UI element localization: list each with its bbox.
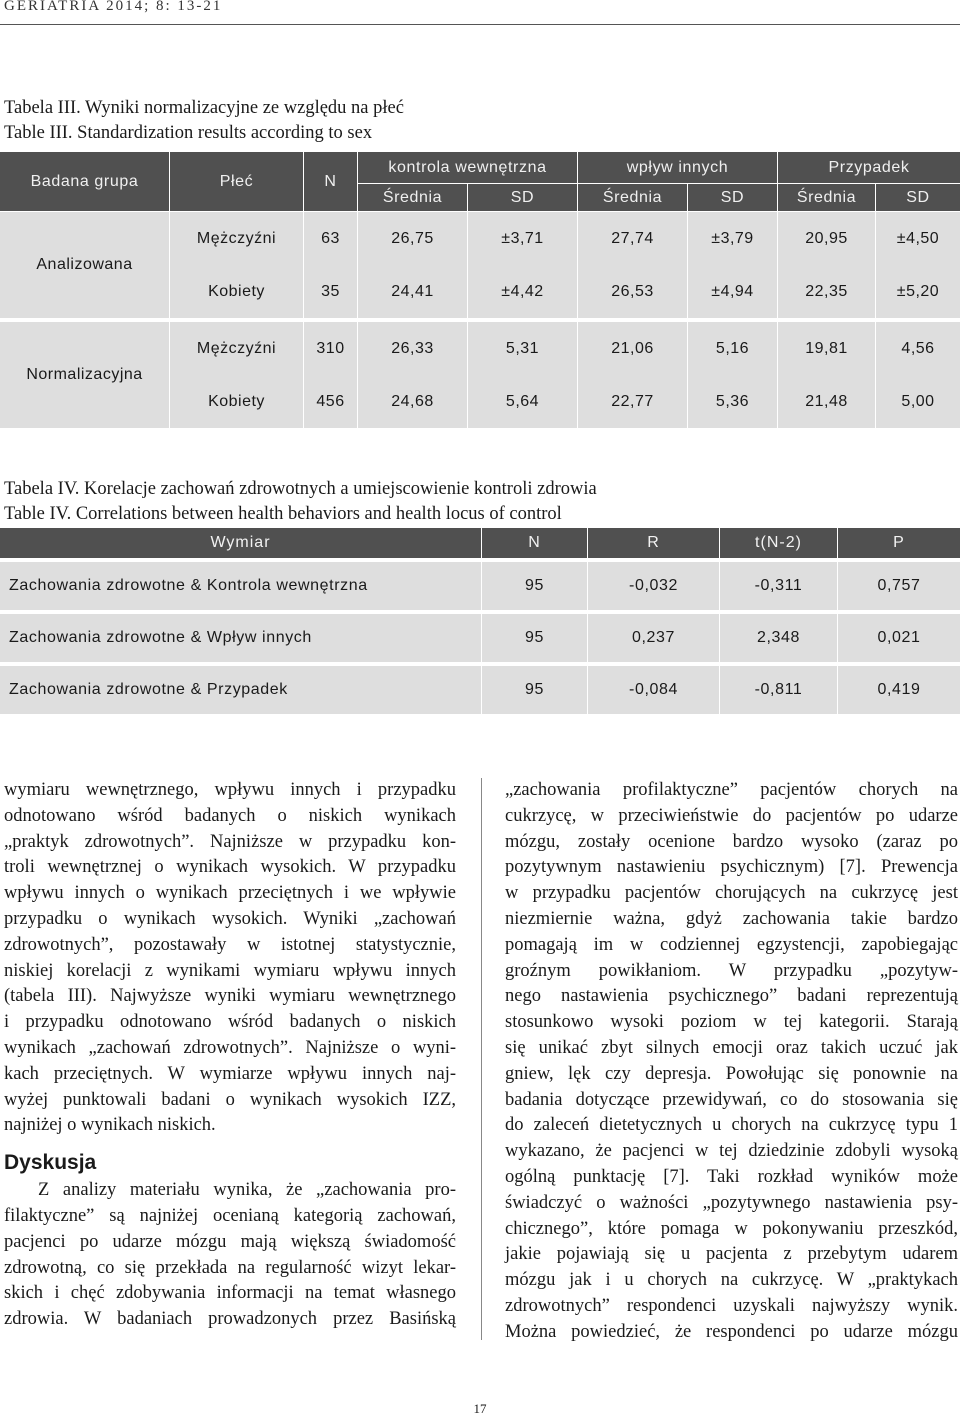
table3-cell: 5,64 <box>468 375 578 428</box>
table3-subheader: Średnia <box>358 184 468 212</box>
text-line: wyżej punktowali badani o wynikach wysokich IZZ, <box>4 1089 456 1110</box>
table-row <box>0 322 960 375</box>
text-line: wymiaru wewnętrznego, wpływu innych i przypadku <box>4 780 456 800</box>
table4-caption-pl: Tabela IV. Korelacje zachowań zdrowotnych a umiejscowienie kontroli zdrowia <box>4 479 597 499</box>
page-number: 17 <box>473 1401 487 1416</box>
text-line: kach przeciętnych. W wymiarze wpływu innych naj- <box>4 1063 456 1084</box>
right-column <box>505 778 958 1346</box>
text-line: w przypadku pacjentów chorujących na cukrzycę jest <box>505 883 958 904</box>
table3-cell: 4,56 <box>876 322 960 375</box>
table3-header-scale-1: kontrola wewnętrzna <box>358 152 578 184</box>
text-line: skich i chęć zdobywania informacji na temat własnego <box>4 1283 456 1304</box>
text-line: troli wewnętrznej o wynikach wysokich. W przypadku <box>4 857 456 878</box>
table3-cell: 27,74 <box>578 212 688 265</box>
table3-cell: 19,81 <box>778 322 876 375</box>
table3-cell-sex: Kobiety <box>170 375 304 428</box>
text-line: wynikach „zachowań zdrowotnych”. Najniższe o wyni- <box>4 1037 456 1058</box>
table3-header-scale-2: wpływ innych <box>578 152 778 184</box>
text-line: przypadku o wynikach wysokich. Wyniki „zachowań <box>4 908 456 929</box>
table3-subheader: SD <box>688 184 778 212</box>
text-line: i przypadku odnotowano wśród badanych o niskich <box>4 1012 456 1033</box>
table4-header-n: N <box>482 528 588 558</box>
table3 <box>0 152 960 428</box>
table3-cell-n: 456 <box>304 375 358 428</box>
text-line: gniew, lęk czy depresja. Powołując się ponownie na <box>505 1063 958 1084</box>
table3-subheader: Średnia <box>778 184 876 212</box>
table4-cell-dimension: Zachowania zdrowotne & Wpływ innych <box>0 614 482 662</box>
text-line: wykazano, że pacjenci w tej dziedzinie zdobyli wysoką <box>505 1141 958 1162</box>
table4-header-p: P <box>838 528 960 558</box>
table3-cell: 24,68 <box>358 375 468 428</box>
table3-cell: 5,31 <box>468 322 578 375</box>
table3-cell: 5,00 <box>876 375 960 428</box>
text-line: jakie pojawiają się u pacjenta z przebytym udarem <box>505 1244 958 1265</box>
text-line: najniżej o wynikach niskich. <box>4 1115 216 1136</box>
table3-caption-pl: Tabela III. Wyniki normalizacyjne ze względu na płeć <box>4 98 404 118</box>
table3-cell: 5,36 <box>688 375 778 428</box>
table3-subheader: Średnia <box>578 184 688 212</box>
table3-cell: 24,41 <box>358 265 468 318</box>
table3-cell: ±5,20 <box>876 265 960 318</box>
table3-group-label: Normalizacyjna <box>0 322 170 428</box>
text-line: badania dotyczące przewidywań, co do stosowania się <box>505 1089 958 1110</box>
table4-header-t: t(N-2) <box>720 528 838 558</box>
table4-cell: 0,419 <box>838 666 960 714</box>
text-line: „zachowania profilaktyczne” pacjentów chorych na <box>505 780 958 800</box>
text-line: wpływu innych o wynikach przeciętnych i we wpływie <box>4 883 456 904</box>
table3-cell: ±3,71 <box>468 212 578 265</box>
table3-cell: ±4,42 <box>468 265 578 318</box>
table3-caption <box>4 96 404 146</box>
table3-subheader: SD <box>876 184 960 212</box>
table4-cell: -0,032 <box>588 562 720 610</box>
table-row <box>0 666 960 714</box>
text-line: pomagają im w codziennej egzystencji, zapobiegając <box>505 934 958 955</box>
running-head: GERIATRIA 2014; 8: 13-21 <box>4 0 223 14</box>
text-line: zdrowotnych” respondenci uzyskali najwyższy wynik. <box>505 1295 958 1316</box>
text-line: groźnym powikłaniom. W przypadku „pozytyw- <box>505 960 958 981</box>
table3-cell-n: 63 <box>304 212 358 265</box>
text-line: ogólną punktację [7]. Taki rozkład wyników może <box>505 1166 958 1187</box>
text-line: chicznego”, które pomaga w pokonywaniu przeszkód, <box>505 1218 958 1239</box>
text-line: niskiej korelacji z wynikami wymiaru wpływu innych <box>4 960 456 981</box>
text-line: mózgu, zostały ocenione bardzo wysoko (zaraz po <box>505 831 958 852</box>
table3-cell: ±4,94 <box>688 265 778 318</box>
table3-cell: 5,16 <box>688 322 778 375</box>
table4-cell: -0,311 <box>720 562 838 610</box>
table3-cell-n: 310 <box>304 322 358 375</box>
table4-cell: 95 <box>482 666 588 714</box>
table4-cell: 2,348 <box>720 614 838 662</box>
left-paragraph-2 <box>4 1178 456 1333</box>
table3-cell: 26,75 <box>358 212 468 265</box>
text-line: nego nastawienia psychicznego” badani reprezentują <box>505 986 958 1007</box>
text-line: odnotowano wśród badanych o niskich wynikach <box>4 805 456 826</box>
table3-cell: 21,48 <box>778 375 876 428</box>
table3-cell: 22,35 <box>778 265 876 318</box>
table3-cell: 22,77 <box>578 375 688 428</box>
table4-cell: -0,811 <box>720 666 838 714</box>
text-line: pozytywnym nastawieniu psychicznym) [7]. Prewencja <box>505 857 958 878</box>
text-line: do zaleceń dietetycznych u chorych na cukrzycę typu 1 <box>505 1115 958 1136</box>
text-line: stosunkowo wysoki poziom w tej kategorii. Starają <box>505 1012 958 1033</box>
table4-cell: 95 <box>482 614 588 662</box>
text-line: filaktyczne” są najniżej ocenianą kategorią zachowań, <box>4 1205 456 1226</box>
table-row <box>0 614 960 662</box>
table3-cell: ±3,79 <box>688 212 778 265</box>
text-line: Można powiedzieć, że respondenci po udarze mózgu <box>505 1321 958 1342</box>
table4-header-r: R <box>588 528 720 558</box>
text-line: „praktyk zdrowotnych”. Najniższe w przypadku kon- <box>4 831 456 852</box>
table4-cell: 0,237 <box>588 614 720 662</box>
text-line: niezmiernie ważna, gdyż zachowania takie bardzo <box>505 908 958 929</box>
section-heading: Dyskusja <box>4 1151 97 1175</box>
table3-cell: 26,33 <box>358 322 468 375</box>
table3-cell: 26,53 <box>578 265 688 318</box>
table4-cell: 95 <box>482 562 588 610</box>
table3-group-label: Analizowana <box>0 212 170 318</box>
text-line: mózgu jak i u chorych na cukrzycę. W „praktykach <box>505 1270 958 1291</box>
table3-cell-sex: Mężczyźni <box>170 212 304 265</box>
text-line: pacjenci po udarze mózgu mają większą świadomość <box>4 1231 456 1252</box>
text-line: zdrowia. W badaniach prowadzonych przez Basińską <box>4 1309 456 1330</box>
table3-cell-sex: Mężczyźni <box>170 322 304 375</box>
table3-cell-n: 35 <box>304 265 358 318</box>
table4-cell: 0,021 <box>838 614 960 662</box>
table3-subheader: SD <box>468 184 578 212</box>
table3-cell-sex: Kobiety <box>170 265 304 318</box>
table4-cell-dimension: Zachowania zdrowotne & Przypadek <box>0 666 482 714</box>
table3-cell: 20,95 <box>778 212 876 265</box>
table4-cell: -0,084 <box>588 666 720 714</box>
table4-header-dimension: Wymiar <box>0 528 482 558</box>
table4 <box>0 528 960 714</box>
text-line: świadczyć o ważności „pozytywnego nastawienia psy- <box>505 1192 958 1213</box>
table-row <box>0 212 960 265</box>
table3-header-scale-3: Przypadek <box>778 152 960 184</box>
table4-cell: 0,757 <box>838 562 960 610</box>
table4-caption <box>4 477 597 527</box>
text-line: zdrowotnych”, pozostawały w istotnej statystycznie, <box>4 934 456 955</box>
table4-caption-en: Table IV. Correlations between health behaviors and health locus of control <box>4 504 562 524</box>
text-line: (tabela III). Najwyższe wyniki wymiaru wewnętrznego <box>4 986 456 1007</box>
text-line: Z analizy materiału wynika, że „zachowania pro- <box>38 1180 456 1201</box>
table3-header-n: N <box>304 152 358 212</box>
header-rule <box>0 24 960 25</box>
table4-cell-dimension: Zachowania zdrowotne & Kontrola wewnętrzna <box>0 562 482 610</box>
table3-header-group: Badana grupa <box>0 152 170 212</box>
text-line: zdrowotną, co się przekłada na regularność wizyt lekar- <box>4 1257 456 1278</box>
table3-cell: 21,06 <box>578 322 688 375</box>
text-line: cukrzycę, w przeciwieństwie do pacjentów po udarze <box>505 805 958 826</box>
left-column <box>4 778 456 1333</box>
column-divider <box>481 778 482 1340</box>
table3-cell: ±4,50 <box>876 212 960 265</box>
left-paragraph-1 <box>4 778 456 1139</box>
table-row <box>0 562 960 610</box>
table3-header-sex: Płeć <box>170 152 304 212</box>
text-line: się unikać zbyt silnych emocji oraz takich uczuć jak <box>505 1037 958 1058</box>
table3-caption-en: Table III. Standardization results according to sex <box>4 123 373 143</box>
